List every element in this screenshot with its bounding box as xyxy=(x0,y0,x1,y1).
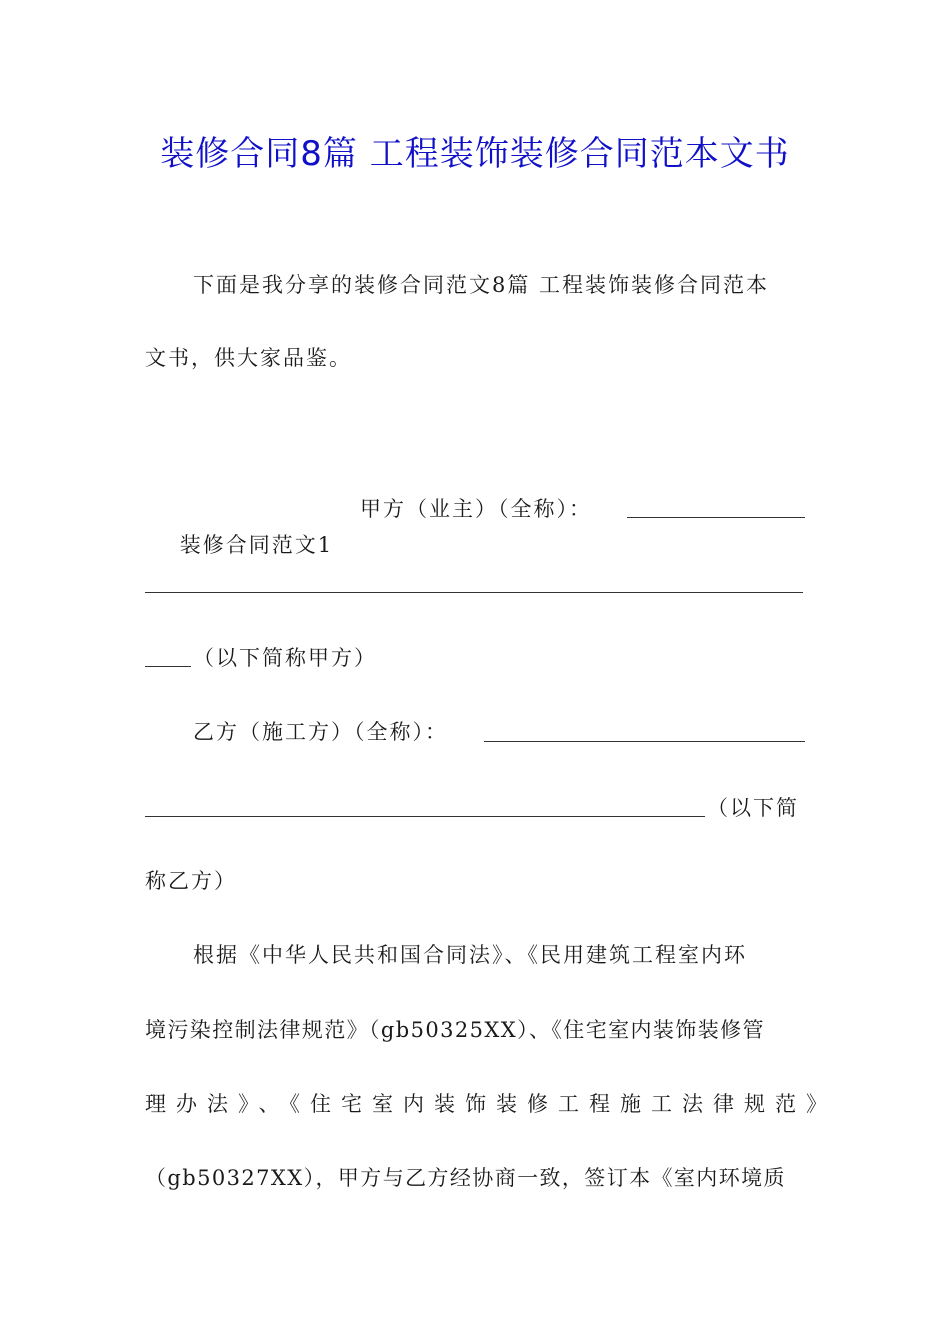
basis-line-4: （gb50327XX），甲方与乙方经协商一致，签订本《室内环境质 xyxy=(145,1166,786,1190)
intro-line-2: 文书，供大家品鉴。 xyxy=(145,346,352,370)
party-b-suffix-2: 称乙方） xyxy=(145,869,237,893)
intro-line-1: 下面是我分享的装修合同范文8篇 工程装饰装修合同范本 xyxy=(193,273,770,297)
party-a-suffix: （以下简称甲方） xyxy=(193,646,377,670)
party-b-blank-1 xyxy=(484,741,805,742)
party-a-blank-3 xyxy=(145,666,191,667)
party-b-blank-2 xyxy=(145,816,705,817)
basis-line-3: 理办法》、《住宅室内装饰装修工程施工法律规范》 xyxy=(145,1092,837,1116)
section-heading xyxy=(145,491,333,599)
party-a-blank-1 xyxy=(627,517,805,518)
party-b-suffix-1: （以下简 xyxy=(707,796,799,820)
party-a-blank-2 xyxy=(145,592,803,593)
party-b-label: 乙方（施工方）（全称）： xyxy=(193,720,448,744)
basis-line-1: 根据《中华人民共和国合同法》、《民用建筑工程室内环 xyxy=(193,943,747,967)
party-a-label: 甲方（业主）（全称）： xyxy=(360,497,592,521)
basis-line-2: 境污染控制法律规范》（gb50325XX）、《住宅室内装饰装修管 xyxy=(145,1018,765,1042)
document-title: 装修合同8篇 工程装饰装修合同范本文书 xyxy=(160,134,790,174)
section-heading-text: 装修合同范文1 xyxy=(179,533,334,557)
